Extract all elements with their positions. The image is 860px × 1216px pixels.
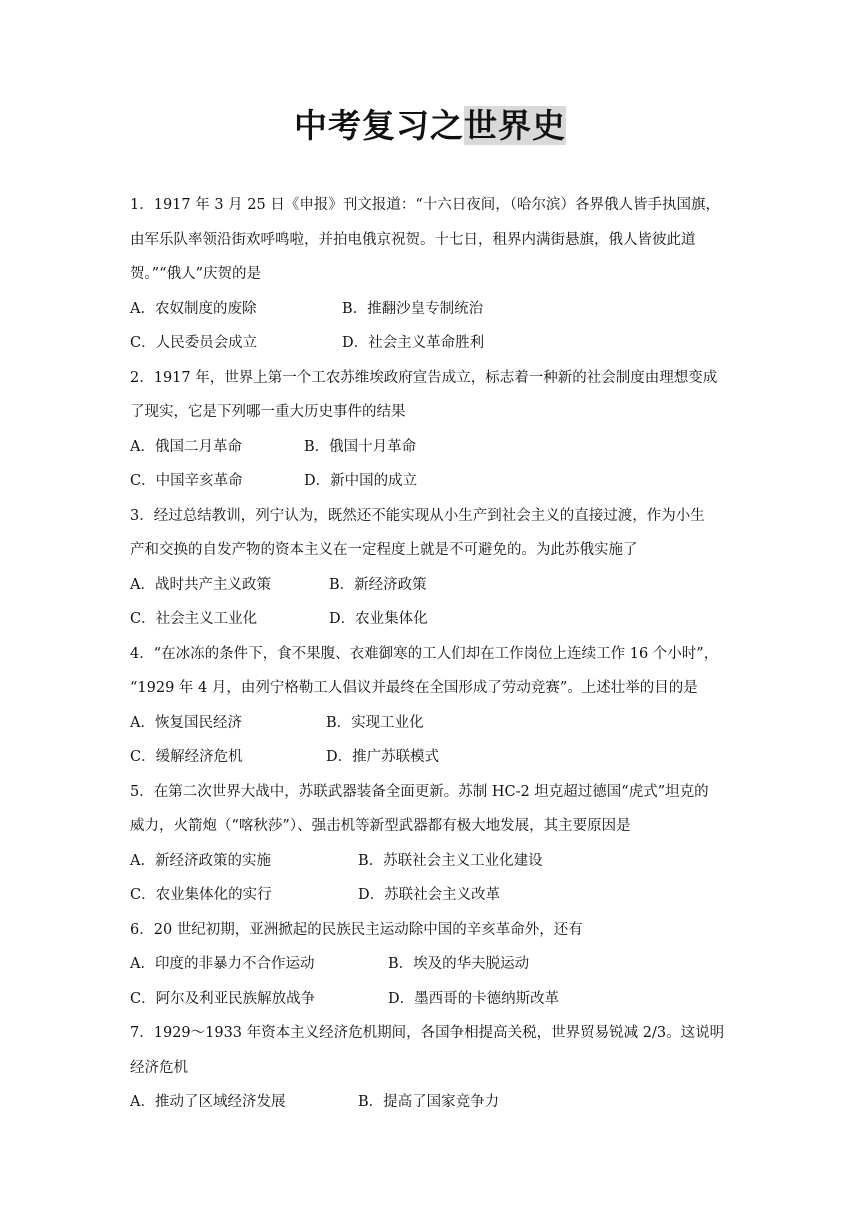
page-title (294, 104, 566, 148)
question-text-line: 由军乐队率领沿街欢呼鸣啦，并拍电俄京祝贺。十七日，租界内满街悬旗，俄人皆彼此道 (130, 231, 696, 248)
question-text-line: 了现实，它是下列哪一重大历史事件的结果 (130, 404, 406, 420)
question-text-line: “1929 年 4 月，由列宁格勒工人倡议并最终在全国形成了劳动竞赛”。上述壮举的目的是 (130, 680, 698, 696)
option-d: D．新中国的成立 (304, 473, 418, 489)
option-d: D．社会主义革命胜利 (342, 335, 485, 351)
title-main: 中考复习之 (294, 106, 464, 145)
option-a: A．推动了区域经济发展 (130, 1094, 286, 1110)
option-c: C．人民委员会成立 (130, 335, 258, 351)
option-b: B．推翻沙皇专制统治 (342, 300, 484, 317)
question-text-line: 2．1917 年，世界上第一个工农苏维埃政府宣告成立，标志着一种新的社会制度由理想变成 (130, 369, 718, 386)
question-text-line: 5．在第二次世界大战中，苏联武器装备全面更新。苏制 HC-2 坦克超过德国“虎式”坦克的 (130, 783, 709, 800)
option-c: C．中国辛亥革命 (130, 473, 243, 489)
option-c: C．农业集体化的实行 (130, 887, 272, 903)
option-c: C．阿尔及利亚民族解放战争 (130, 990, 316, 1007)
question-7 (130, 1016, 734, 1120)
question-list (130, 188, 734, 1120)
question-text-line: 经济危机 (130, 1059, 188, 1076)
question-5 (130, 775, 734, 913)
question-text-line: 6．20 世纪初期，亚洲掀起的民族民主运动除中国的辛亥革命外，还有 (130, 921, 583, 938)
option-row (130, 706, 734, 741)
option-d: D．推广苏联模式 (326, 749, 440, 765)
option-row (130, 326, 734, 361)
option-b: B．苏联社会主义工业化建设 (358, 852, 543, 869)
option-d: D．苏联社会主义改革 (358, 887, 501, 903)
option-a: A．农奴制度的废除 (130, 300, 257, 317)
option-row (130, 982, 734, 1017)
option-a: A．战时共产主义政策 (130, 576, 271, 593)
option-row (130, 430, 734, 465)
title-highlight: 世界史 (464, 106, 566, 145)
option-b: B．埃及的华夫脱运动 (388, 956, 530, 972)
option-d: D．农业集体化 (329, 611, 428, 627)
option-b: B．实现工业化 (326, 714, 424, 731)
option-a: A．恢复国民经济 (130, 714, 242, 731)
option-row (130, 602, 734, 637)
option-row (130, 878, 734, 913)
question-2 (130, 361, 734, 499)
option-a: A．新经济政策的实施 (130, 852, 271, 869)
option-a: A．印度的非暴力不合作运动 (130, 956, 315, 972)
question-text-line: 7．1929～1933 年资本主义经济危机期间，各国争相提高关税，世界贸易锐减 2/3。这说明 (130, 1025, 725, 1041)
option-row (130, 568, 734, 603)
option-b: B．新经济政策 (329, 576, 427, 593)
option-c: C．社会主义工业化 (130, 611, 258, 627)
option-d: D．墨西哥的卡德纳斯改革 (388, 990, 560, 1007)
option-row (130, 292, 734, 327)
option-row (130, 740, 734, 775)
option-row (130, 1085, 734, 1120)
option-a: A．俄国二月革命 (130, 438, 242, 455)
question-1 (130, 188, 734, 361)
option-row (130, 464, 734, 499)
option-b: B．提高了国家竞争力 (358, 1094, 500, 1110)
question-text-line: 威力，火箭炮（“喀秋莎”）、强击机等新型武器都有极大地发展，其主要原因是 (130, 818, 631, 834)
question-text-line: 产和交换的自发产物的资本主义在一定程度上就是不可避免的。为此苏俄实施了 (130, 542, 638, 558)
question-text-line: 3．经过总结教训，列宁认为，既然还不能实现从小生产到社会主义的直接过渡，作为小生 (130, 507, 705, 524)
question-text-line: 1．1917 年 3 月 25 日《申报》刊文报道：“十六日夜间，（哈尔滨）各界俄人皆手执国旗， (130, 197, 721, 213)
option-c: C．缓解经济危机 (130, 749, 243, 765)
option-row (130, 947, 734, 982)
question-text-line: 贺。”“俄人”庆贺的是 (130, 266, 261, 282)
option-b: B．俄国十月革命 (304, 438, 417, 455)
question-3 (130, 499, 734, 637)
question-text-line: 4．“在冰冻的条件下，食不果腹、衣难御寒的工人们却在工作岗位上连续工作 16 个小时”， (130, 645, 719, 662)
question-4 (130, 637, 734, 775)
question-6 (130, 913, 734, 1017)
title-wrap (0, 104, 860, 148)
option-row (130, 844, 734, 879)
